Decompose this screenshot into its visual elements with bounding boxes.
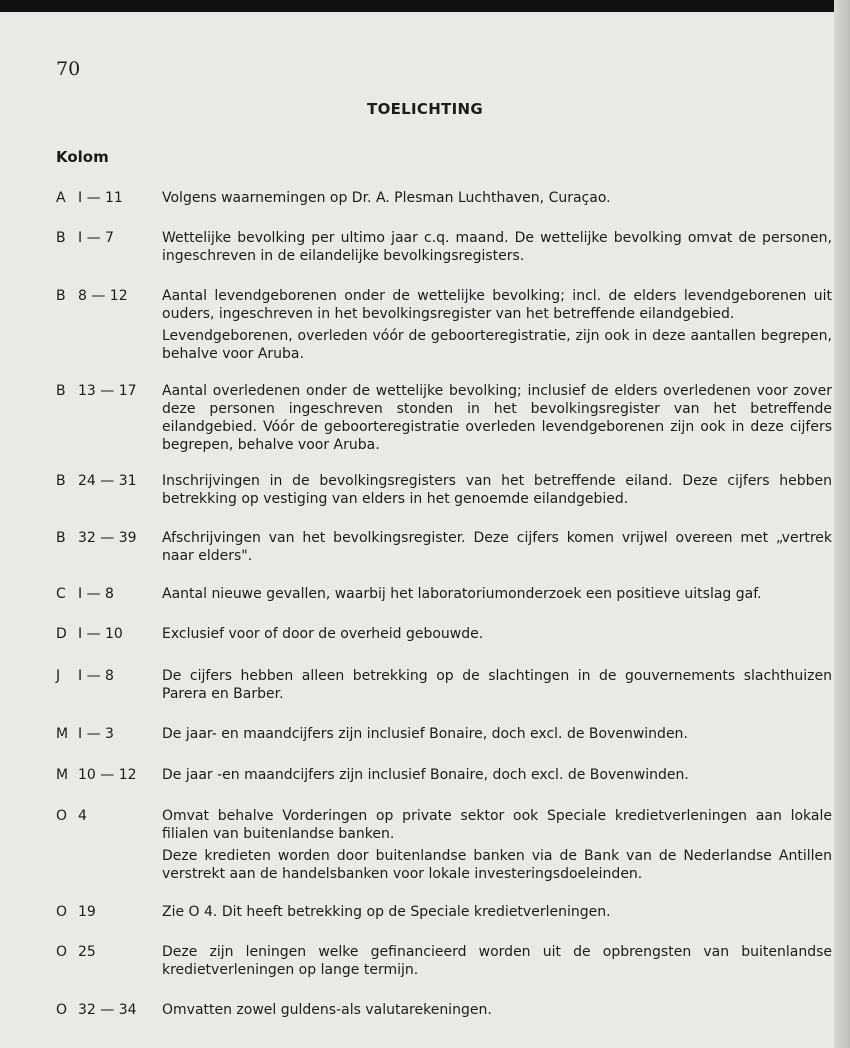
entry-letter: O	[56, 904, 68, 920]
entry-letter: M	[56, 726, 69, 742]
entry-text: Volgens waarnemingen op Dr. A. Plesman Luchthaven, Curaçao.	[162, 190, 611, 206]
entry-range: I — 11	[78, 190, 123, 206]
entry-range: 13 — 17	[78, 383, 137, 399]
note-entry	[56, 529, 836, 565]
entry-text: De jaar -en maandcijfers zijn inclusief Bonaire, doch excl. de Bovenwinden.	[162, 767, 689, 783]
entry-range: 25	[78, 944, 96, 960]
entry-range: I — 8	[78, 668, 114, 684]
entry-text: Wettelijke bevolking per ultimo jaar c.q. maand. De wettelijke bevolking omvat de personen, ingeschreven in de eilandelijke bevolkingsregisters.	[162, 230, 832, 264]
note-entry	[56, 725, 836, 743]
entry-range: I — 10	[78, 626, 123, 642]
entry-range: I — 7	[78, 230, 114, 246]
column-header-kolom: Kolom	[56, 148, 109, 166]
entry-range: 32 — 34	[78, 1002, 137, 1018]
entry-text: Deze kredieten worden door buitenlandse banken via de Bank van de Nederlandse Antillen verstrekt aan de handelsbanken voor lokale investeringsdoeleinden.	[162, 848, 832, 882]
note-entry	[56, 943, 836, 979]
entry-range: 24 — 31	[78, 473, 137, 489]
entry-letter: D	[56, 626, 67, 642]
note-entry	[56, 229, 836, 265]
entry-text: Inschrijvingen in de bevolkingsregisters van het betreffende eiland. Deze cijfers hebben betrekking op vestiging van elders in het genoemde eilandgebied.	[162, 473, 832, 507]
page-right-edge	[834, 0, 850, 1048]
entry-letter: B	[56, 383, 66, 399]
note-entry	[56, 766, 836, 784]
entry-range: 19	[78, 904, 96, 920]
note-entry	[56, 625, 836, 643]
entry-letter: O	[56, 944, 68, 960]
entry-range: 10 — 12	[78, 767, 137, 783]
entry-text: Zie O 4. Dit heeft betrekking op de Speciale kredietverleningen.	[162, 904, 611, 920]
entry-text: Exclusief voor of door de overheid gebouwde.	[162, 626, 484, 642]
note-entry	[56, 807, 836, 883]
note-entry	[56, 382, 836, 454]
entry-text: Deze zijn leningen welke gefinancieerd worden uit de opbrengsten van buitenlandse kredietverleningen op lange termijn.	[162, 944, 832, 978]
entry-text: De cijfers hebben alleen betrekking op de slachtingen in de gouvernements slachthuizen Parera en Barber.	[162, 668, 832, 702]
entry-text: De jaar- en maandcijfers zijn inclusief Bonaire, doch excl. de Bovenwinden.	[162, 726, 688, 742]
entry-letter: O	[56, 808, 68, 824]
note-entry	[56, 472, 836, 508]
entry-letter: O	[56, 1002, 68, 1018]
entry-letter: C	[56, 586, 66, 602]
note-entry	[56, 1001, 836, 1019]
entry-text: Omvatten zowel guldens-als valutarekeningen.	[162, 1002, 492, 1018]
entry-range: I — 3	[78, 726, 114, 742]
page-number: 70	[56, 58, 81, 80]
entry-letter: M	[56, 767, 69, 783]
note-entry	[56, 903, 836, 921]
entry-text: Aantal overledenen onder de wettelijke bevolking; inclusief de elders overledenen voor zover deze personen ingeschreven stonden in het bevolkingsregister van het betreffende eilandgebied. Vóór de geboorteregistratie overleden levendgeborenen zijn ook in deze cijfers begrepen, behalve voor Aruba.	[162, 383, 832, 453]
entry-letter: B	[56, 230, 66, 246]
entry-range: 32 — 39	[78, 530, 137, 546]
page-title: TOELICHTING	[367, 100, 483, 118]
entry-range: I — 8	[78, 586, 114, 602]
note-entry	[56, 667, 836, 703]
entry-range: 4	[78, 808, 87, 824]
entry-text: Aantal levendgeborenen onder de wettelijke bevolking; incl. de elders levendgeborenen uit ouders, ingeschreven in het bevolkingsregister van het betreffende eilandgebied.	[162, 288, 832, 322]
entry-text: Omvat behalve Vorderingen op private sektor ook Speciale kredietverleningen aan lokale filialen van buitenlandse banken.	[162, 808, 832, 842]
entry-letter: B	[56, 530, 66, 546]
entry-range: 8 — 12	[78, 288, 128, 304]
entry-letter: B	[56, 473, 66, 489]
entry-letter: A	[56, 190, 66, 206]
note-entry	[56, 287, 836, 363]
note-entry	[56, 585, 836, 603]
entry-letter: J	[56, 668, 61, 684]
entry-text: Afschrijvingen van het bevolkingsregister. Deze cijfers komen vrijwel overeen met „vertrek naar elders".	[162, 530, 832, 564]
entry-text: Aantal nieuwe gevallen, waarbij het laboratoriumonderzoek een positieve uitslag gaf.	[162, 586, 762, 602]
entry-text: Levendgeborenen, overleden vóór de geboorteregistratie, zijn ook in deze aantallen begrepen, behalve voor Aruba.	[162, 328, 832, 362]
scan-top-border	[0, 0, 850, 12]
entry-letter: B	[56, 288, 66, 304]
note-entry	[56, 189, 836, 207]
